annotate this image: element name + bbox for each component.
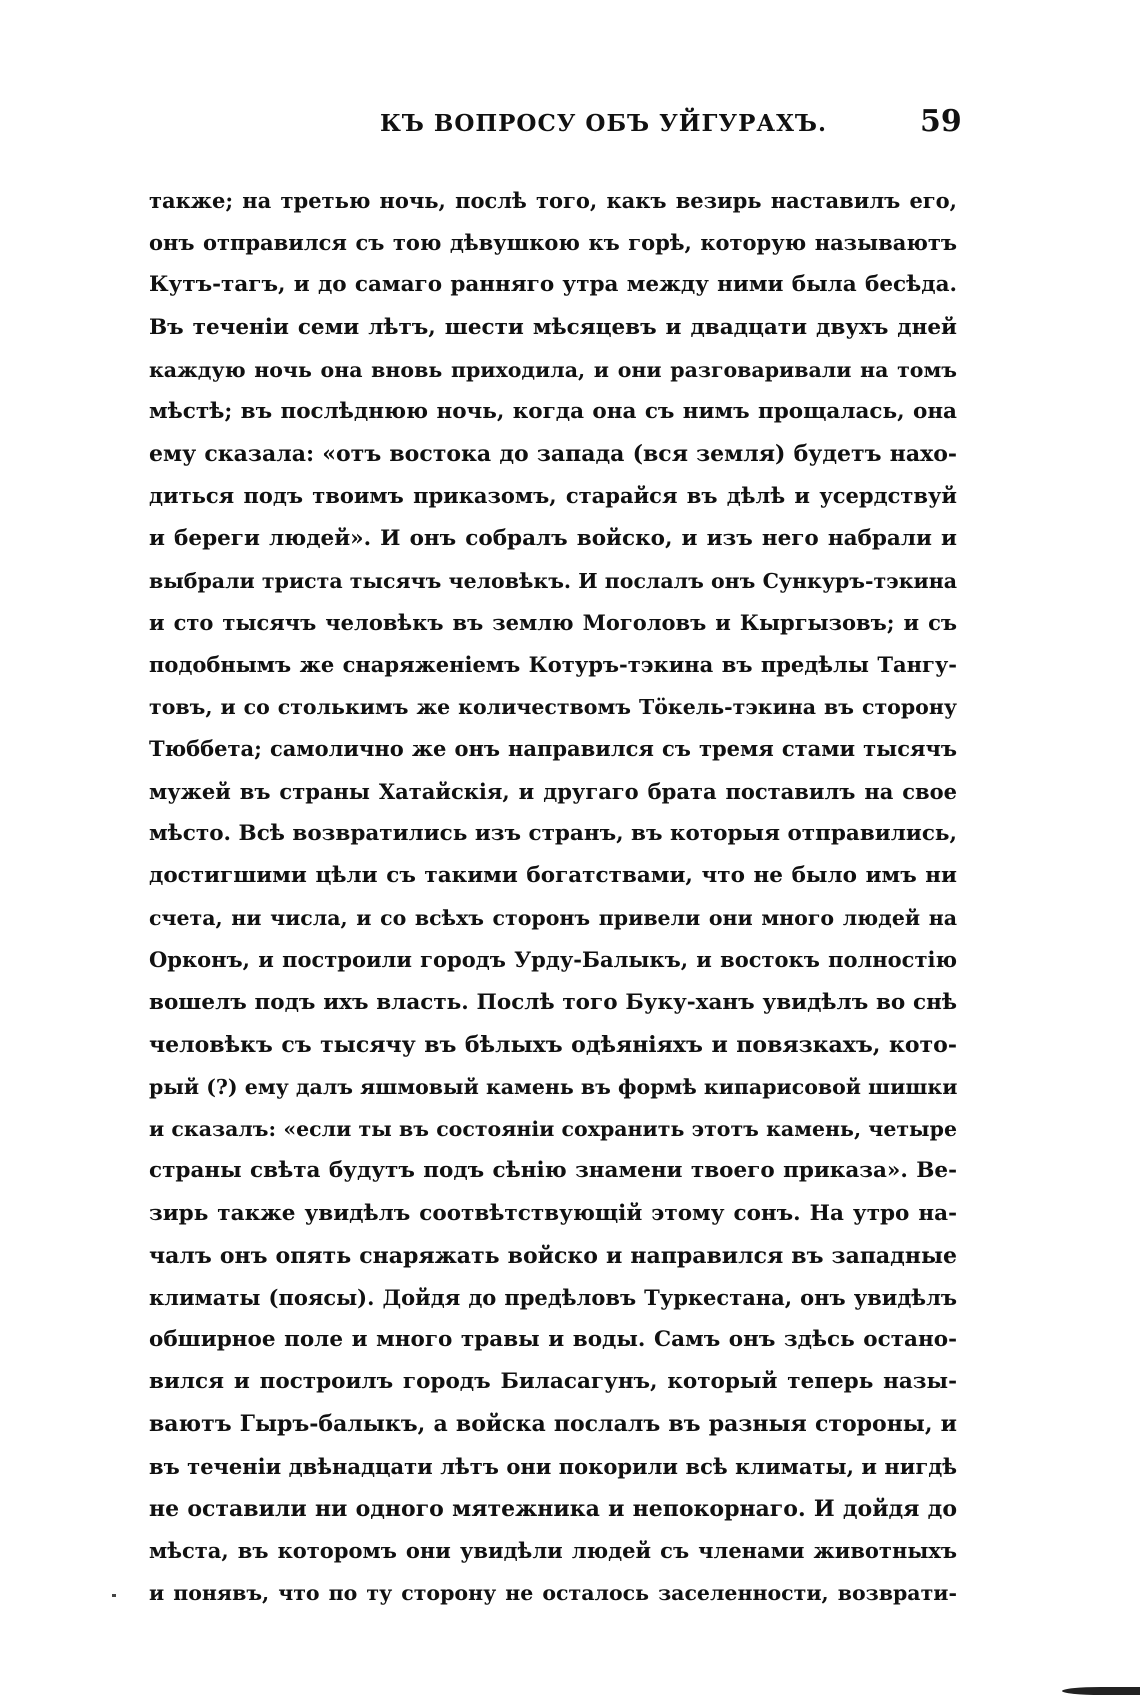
text-line: также; на третью ночь, послѣ того, какъ везирь наставилъ его, xyxy=(149,188,957,213)
text-line: чалъ онъ опять снаряжать войско и направился въ западные xyxy=(149,1242,957,1269)
text-line: Кутъ-тагъ, и до самаго ранняго утра между ними была бесѣда. xyxy=(149,272,957,298)
running-head: КЪ ВОПРОСУ ОБЪ УЙГУРАХЪ. xyxy=(380,110,827,137)
scan-speck xyxy=(112,1594,116,1597)
text-line: и береги людей». И онъ собралъ войско, и изъ него набрали и xyxy=(149,525,957,551)
text-line: въ теченіи двѣнадцати лѣтъ они покорили всѣ климаты, и нигдѣ xyxy=(149,1453,957,1479)
text-line: не оставили ни одного мятежника и непокорнаго. И дойдя до xyxy=(149,1495,957,1522)
text-line: рый (?) ему далъ яшмовый камень въ формѣ кипарисовой шишки xyxy=(149,1074,958,1099)
text-line: страны свѣта будутъ подъ сѣнію знамени твоего приказа». Ве- xyxy=(149,1158,957,1184)
text-line: онъ отправился съ тою дѣвушкою къ горѣ, которую называютъ xyxy=(149,230,957,256)
text-line: товъ, и со столькимъ же количествомъ Тöкель-тэкина въ сторону xyxy=(149,695,957,720)
text-line: выбрали триста тысячъ человѣкъ. И послалъ онъ Сункуръ-тэкина xyxy=(149,568,957,593)
text-line: и понявъ, что по ту сторону не осталось заселенности, возврати- xyxy=(149,1581,957,1606)
text-line: каждую ночь она вновь приходила, и они разговаривали на томъ xyxy=(149,357,957,382)
text-line: и сто тысячъ человѣкъ въ землю Моголовъ и Кыргызовъ; и съ xyxy=(149,609,957,635)
text-line: обширное поле и много травы и воды. Самъ онъ здѣсь остано- xyxy=(149,1327,957,1353)
text-line: мѣстѣ; въ послѣднюю ночь, когда она съ нимъ прощалась, она xyxy=(149,398,957,424)
text-line: ваютъ Гыръ-балыкъ, а войска послалъ въ разныя стороны, и xyxy=(149,1411,957,1438)
text-line: климаты (поясы). Дойдя до предѣловъ Туркестана, онъ увидѣлъ xyxy=(149,1284,957,1310)
text-line: мѣсто. Всѣ возвратились изъ странъ, въ которыя отправились, xyxy=(149,820,957,846)
text-line: достигшими цѣли съ такими богатствами, что не было имъ ни xyxy=(149,863,957,888)
text-line: Въ теченіи семи лѣтъ, шести мѣсяцевъ и двадцати двухъ дней xyxy=(149,314,957,340)
text-line: человѣкъ съ тысячу въ бѣлыхъ одѣяніяхъ и повязкахъ, кото- xyxy=(149,1031,957,1058)
text-line: вошелъ подъ ихъ власть. Послѣ того Буку-ханъ увидѣлъ во снѣ xyxy=(149,989,957,1015)
body-text xyxy=(149,180,957,1614)
text-line: и сказалъ: «если ты въ состояніи сохранить этотъ камень, четыре xyxy=(149,1117,957,1142)
text-line: мужей въ страны Хатайскія, и другаго брата поставилъ на свое xyxy=(149,778,957,804)
page-number: 59 xyxy=(920,104,962,139)
text-line: Орконъ, и построили городъ Урду-Балыкъ, и востокъ полностію xyxy=(149,947,957,973)
text-line: вился и построилъ городъ Биласагунъ, который теперь назы- xyxy=(149,1369,957,1395)
text-line: подобнымъ же снаряженіемъ Котуръ-тэкина въ предѣлы Тангу- xyxy=(149,652,957,678)
text-line: зирь также увидѣлъ соотвѣтствующій этому сонъ. На утро на- xyxy=(149,1200,957,1226)
scan-edge-mark xyxy=(1062,1687,1140,1695)
text-line: Тюббета; самолично же онъ направился съ тремя стами тысячъ xyxy=(149,736,957,762)
text-line: ему сказала: «отъ востока до запада (вся земля) будетъ нахо- xyxy=(149,441,957,468)
text-line: мѣста, въ которомъ они увидѣли людей съ членами животныхъ xyxy=(149,1538,957,1563)
text-line: диться подъ твоимъ приказомъ, старайся въ дѣлѣ и усердствуй xyxy=(149,483,957,509)
text-line: счета, ни числа, и со всѣхъ сторонъ привели они много людей на xyxy=(149,906,957,931)
